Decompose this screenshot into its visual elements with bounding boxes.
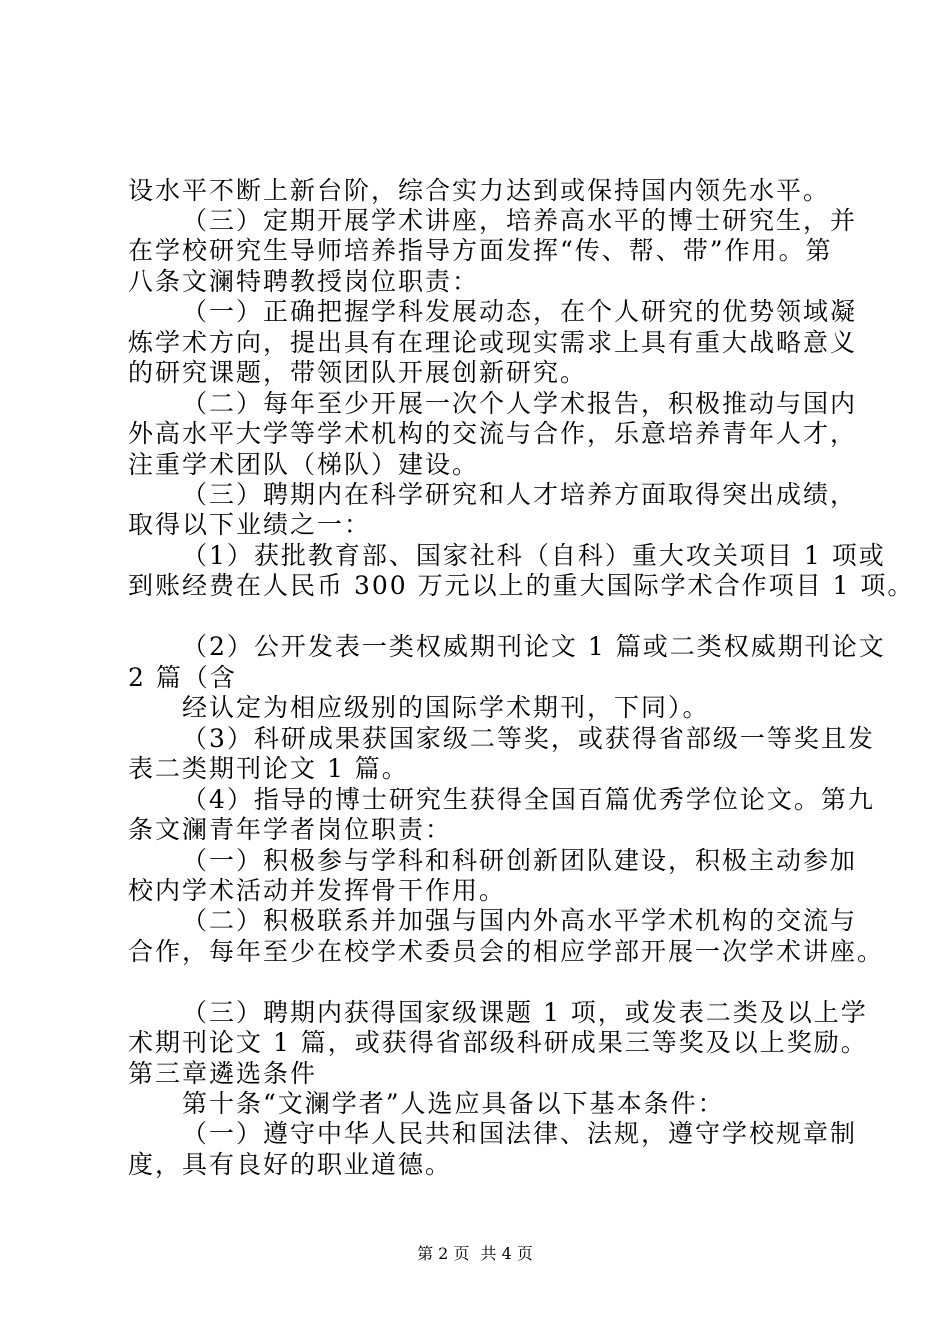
text-line: 度，具有良好的职业道德。 — [128, 1150, 453, 1179]
text-line: 术期刊论文 1 篇，或获得省部级科研成果三等奖及以上奖励。 — [128, 1028, 868, 1057]
text-line: （4）指导的博士研究生获得全国百篇优秀学位论文。第九 — [182, 785, 875, 814]
page-total: 共 4 页 — [480, 1244, 533, 1263]
text-line: 第十条“文澜学者”人选应具备以下基本条件： — [182, 1089, 725, 1118]
text-line: （2）公开发表一类权威期刊论文 1 篇或二类权威期刊论文 — [182, 632, 886, 661]
text-line: 炼学术方向，提出具有在理论或现实需求上具有重大战略意义 — [128, 328, 858, 357]
text-line: （三）聘期内在科学研究和人才培养方面取得突出成绩， — [182, 480, 858, 509]
text-line: 校内学术活动并发挥骨干作用。 — [128, 876, 507, 905]
text-line: （二）每年至少开展一次个人学术报告，积极推动与国内 — [182, 389, 858, 418]
text-line: （二）积极联系并加强与国内外高水平学术机构的交流与 — [182, 906, 858, 935]
text-line: 在学校研究生导师培养指导方面发挥“传、帮、带”作用。第 — [128, 236, 833, 265]
text-line: （一）正确把握学科发展动态，在个人研究的优势领域凝 — [182, 297, 858, 326]
text-line: （1）获批教育部、国家社科（自科）重大攻关项目 1 项或 — [182, 541, 886, 570]
page-number: 第 2 页 — [417, 1244, 470, 1263]
text-line: 注重学术团队（梯队）建设。 — [128, 450, 480, 479]
text-line: 到账经费在人民币 300 万元以上的重大国际学术合作项目 1 项。 — [128, 571, 915, 600]
text-line: 经认定为相应级别的国际学术期刊，下同）。 — [182, 693, 710, 722]
text-line: 2 篇（含 — [128, 663, 237, 692]
text-line: 条文澜青年学者岗位职责： — [128, 815, 453, 844]
text-line: 的研究课题，带领团队开展创新研究。 — [128, 358, 588, 387]
text-line: 取得以下业绩之一： — [128, 510, 372, 539]
chapter-heading: 第三章遴选条件 — [128, 1059, 318, 1088]
text-line: （一）积极参与学科和科研创新团队建设，积极主动参加 — [182, 846, 858, 875]
text-line: 八条文澜特聘教授岗位职责： — [128, 267, 480, 296]
text-line: 外高水平大学等学术机构的交流与合作，乐意培养青年人才， — [128, 419, 858, 448]
text-line: 设水平不断上新台阶，综合实力达到或保持国内领先水平。 — [128, 176, 831, 205]
text-line: （三）定期开展学术讲座，培养高水平的博士研究生，并 — [182, 206, 858, 235]
text-line: 表二类期刊论文 1 篇。 — [128, 754, 409, 783]
text-line: （一）遵守中华人民共和国法律、法规，遵守学校规章制 — [182, 1119, 858, 1148]
text-line: 合作，每年至少在校学术委员会的相应学部开展一次学术讲座。 — [128, 937, 885, 966]
text-line: （3）科研成果获国家级二等奖，或获得省部级一等奖且发 — [182, 724, 875, 753]
text-line: （三）聘期内获得国家级课题 1 项，或发表二类及以上学 — [182, 998, 868, 1027]
page-footer — [0, 1244, 950, 1264]
